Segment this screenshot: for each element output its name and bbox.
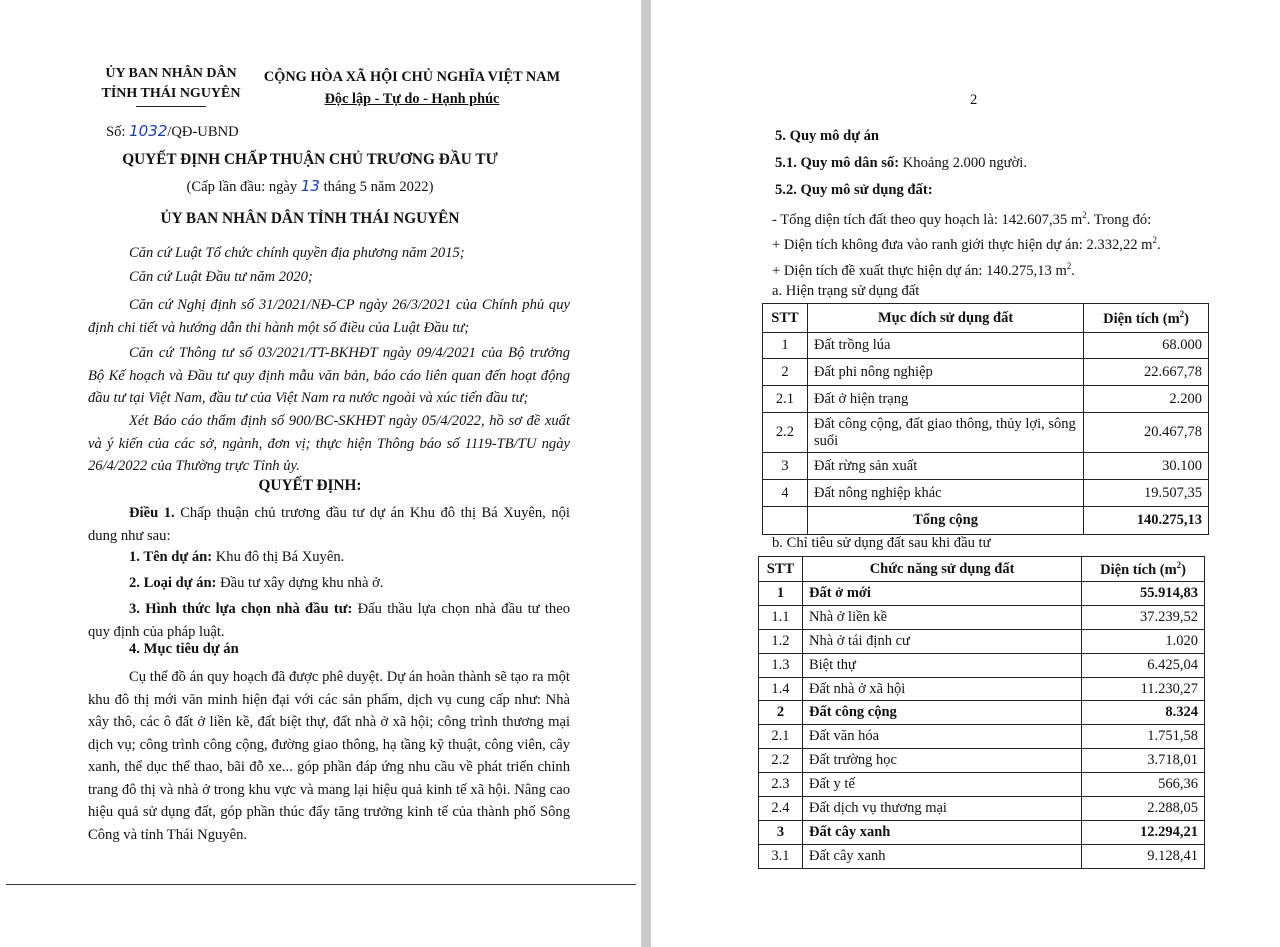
table-row (759, 797, 1205, 821)
row-area: 566,36 (1082, 773, 1205, 797)
document-title: QUYẾT ĐỊNH CHẤP THUẬN CHỦ TRƯƠNG ĐẦU TƯ (122, 151, 498, 168)
legal-basis-1: Căn cứ Luật Tổ chức chính quyền địa phương năm 2015; (129, 245, 465, 261)
row-stt: 2.3 (759, 773, 803, 797)
table-row (763, 413, 1209, 453)
issuing-authority: ỦY BAN NHÂN DÂN TỈNH THÁI NGUYÊN (160, 210, 460, 227)
row-function: Đất ở mới (802, 582, 1081, 606)
item-2-project-type: 2. Loại dự án: Đầu tư xây dựng khu nhà ở. (129, 575, 384, 591)
row-area: 68.000 (1084, 333, 1209, 359)
table-row (759, 820, 1205, 844)
row-function: Đất công cộng (802, 701, 1081, 725)
table-header-row (763, 304, 1209, 333)
page-bottom-rule (6, 884, 636, 885)
row-stt: 3 (759, 820, 803, 844)
row-area: 6.425,04 (1082, 653, 1205, 677)
row-stt: 2.2 (763, 413, 808, 453)
table-row (759, 582, 1205, 606)
table-row (759, 629, 1205, 653)
row-stt: 3.1 (759, 844, 803, 868)
row-stt: 2 (763, 359, 808, 386)
table-row (759, 725, 1205, 749)
table-row (763, 453, 1209, 480)
nation-line-2: Độc lập - Tự do - Hạnh phúc (324, 91, 500, 107)
header-area: Diện tích $(m^2)$ (1082, 557, 1205, 582)
row-area: 22.667,78 (1084, 359, 1209, 386)
row-area: 3.718,01 (1082, 749, 1205, 773)
legal-basis-2: Căn cứ Luật Đầu tư năm 2020; (129, 269, 313, 285)
legal-basis-3: Căn cứ Nghị định số 31/2021/NĐ-CP ngày 26/3/2021 của Chính phủ quy định chi tiết và hướng dẫn thi hành một số điều của Luật Đầu tư; (88, 297, 570, 336)
document-page-2 (651, 0, 1280, 947)
header-area: Diện tích $(m^2)$ (1084, 304, 1209, 333)
row-stt: 2 (759, 701, 803, 725)
row-area: 8.324 (1082, 701, 1205, 725)
row-stt: 2.4 (759, 797, 803, 821)
row-purpose: Đất rừng sản xuất (807, 453, 1083, 480)
row-purpose: Đất trồng lúa (807, 333, 1083, 359)
table-total-row (763, 507, 1209, 535)
table-row (759, 701, 1205, 725)
nation-line-1: CỘNG HÒA XÃ HỘI CHỦ NGHĨA VIỆT NAM (263, 69, 561, 85)
section-5-1: 5.1. Quy mô dân số: Khoảng 2.000 người. (775, 155, 1027, 171)
page-number: 2 (970, 92, 978, 108)
row-area: 19.507,35 (1084, 480, 1209, 507)
agency-line-2: TỈNH THÁI NGUYÊN (101, 86, 241, 101)
row-stt: 2.1 (759, 725, 803, 749)
row-stt: 1.2 (759, 629, 803, 653)
row-stt: 1.4 (759, 677, 803, 701)
item-4-heading: 4. Mục tiêu dự án (129, 641, 239, 657)
row-function: Đất y tế (802, 773, 1081, 797)
table-a-caption: a. Hiện trạng sử dụng đất (772, 283, 920, 299)
row-area: 1.751,58 (1082, 725, 1205, 749)
header-stt: STT (759, 557, 803, 582)
row-stt: 3 (763, 453, 808, 480)
document-number: Số: 1032/QĐ-UBND (106, 122, 239, 140)
row-area: 2.200 (1084, 386, 1209, 413)
table-row (763, 480, 1209, 507)
row-area: 55.914,83 (1082, 582, 1205, 606)
row-function: Đất dịch vụ thương mại (802, 797, 1081, 821)
row-purpose: Đất nông nghiệp khác (807, 480, 1083, 507)
row-stt: 1 (763, 333, 808, 359)
legal-basis-5: Xét Báo cáo thẩm định số 900/BC-SKHĐT ngày 05/4/2022, hồ sơ đề xuất và ý kiến của các sở, ngành, đơn vị; thực hiện Thông báo số 1119-TB/TU ngày 26/4/2022 của Thường trực Tỉnh ủy. (88, 413, 570, 474)
row-area: 9.128,41 (1082, 844, 1205, 868)
table-row (759, 677, 1205, 701)
row-stt: 1.1 (759, 605, 803, 629)
header-function: Chức năng sử dụng đất (802, 557, 1081, 582)
row-purpose: Đất phi nông nghiệp (807, 359, 1083, 386)
row-stt: 4 (763, 480, 808, 507)
row-function: Đất trường học (802, 749, 1081, 773)
row-area: 37.239,52 (1082, 605, 1205, 629)
table-row (763, 333, 1209, 359)
header-purpose: Mục đích sử dụng đất (807, 304, 1083, 333)
row-function: Đất cây xanh (802, 844, 1081, 868)
excluded-area-line: + Diện tích không đưa vào ranh giới thực hiện dự án: 2.332,22 $m^2$. (772, 235, 1161, 253)
planned-land-use-table (758, 556, 1205, 869)
row-function: Đất cây xanh (802, 820, 1081, 844)
handwritten-day: 13 (300, 177, 320, 195)
total-area-line: - Tổng diện tích đất theo quy hoạch là: 142.607,35 $m^2$. Trong đó: (772, 210, 1152, 228)
row-area: 12.294,21 (1082, 820, 1205, 844)
row-stt: 2.2 (759, 749, 803, 773)
table-header-row (759, 557, 1205, 582)
table-row (759, 653, 1205, 677)
item-1-project-name: 1. Tên dự án: Khu đô thị Bá Xuyên. (129, 549, 345, 565)
current-land-use-table (762, 303, 1209, 535)
table-b-caption: b. Chỉ tiêu sử dụng đất sau khi đầu tư (772, 535, 991, 551)
table-row (759, 605, 1205, 629)
agency-underline (136, 106, 206, 107)
table-row (759, 773, 1205, 797)
row-stt: 1 (759, 582, 803, 606)
row-area: 30.100 (1084, 453, 1209, 480)
table-row (759, 844, 1205, 868)
article-1: Điều 1. Chấp thuận chủ trương đầu tư dự án Khu đô thị Bá Xuyên, nội dung như sau: (88, 505, 570, 544)
item-4-objectives: Cụ thể đồ án quy hoạch đã được phê duyệt. Dự án hoàn thành sẽ tạo ra một khu đô thị mới văn minh hiện đại với các sản phẩm, dịch vụ cung cấp như: Nhà xây thô, các ô đất ở liền kề, đất biệt thự, đất nhà ở xã hội; công trình thương mại dịch vụ; công trình công cộng, đường giao thông, hạ tầng kỹ thuật, công viên, cây xanh, thể dục thể thao, bãi đỗ xe... góp phần đáp ứng nhu cầu về phát triển chỉnh trang đô thị và nhà ở trong khu vực và mang lại hiệu quả kinh tế xã hội. Nâng cao hiệu quả sử dụng đất, góp phần thúc đẩy tăng trưởng kinh tế của thành phố Sông Công và tỉnh Thái Nguyên. (88, 669, 570, 843)
row-stt: 2.1 (763, 386, 808, 413)
row-area: 2.288,05 (1082, 797, 1205, 821)
row-stt: 1.3 (759, 653, 803, 677)
issuing-agency (96, 64, 246, 107)
row-area: 1.020 (1082, 629, 1205, 653)
row-purpose: Đất ở hiện trạng (807, 386, 1083, 413)
row-function: Đất văn hóa (802, 725, 1081, 749)
handwritten-doc-number: 1032 (129, 122, 168, 140)
total-value: 140.275,13 (1084, 507, 1209, 535)
proposed-area-line: + Diện tích đề xuất thực hiện dự án: 140.275,13 $m^2$. (772, 261, 1075, 279)
row-function: Nhà ở liền kề (802, 605, 1081, 629)
table-row (763, 359, 1209, 386)
issue-date: (Cấp lần đầu: ngày 13 tháng 5 năm 2022) (186, 177, 434, 195)
row-purpose: Đất công cộng, đất giao thông, thủy lợi, sông suối (807, 413, 1083, 453)
section-5-heading: 5. Quy mô dự án (775, 128, 880, 144)
row-function: Biệt thự (802, 653, 1081, 677)
legal-basis-4: Căn cứ Thông tư số 03/2021/TT-BKHĐT ngày 09/4/2021 của Bộ trưởng Bộ Kế hoạch và Đầu tư quy định mẫu văn bản, báo cáo liên quan đến hoạt động đầu tư tại Việt Nam, đầu tư của Việt Nam ra nước ngoài và xúc tiến đầu tư; (88, 345, 570, 406)
table-row (763, 386, 1209, 413)
item-3-selection-method: 3. Hình thức lựa chọn nhà đầu tư: Đấu thầu lựa chọn nhà đầu tư theo quy định của pháp luật. (88, 601, 570, 640)
row-function: Nhà ở tái định cư (802, 629, 1081, 653)
row-area: 11.230,27 (1082, 677, 1205, 701)
table-row (759, 749, 1205, 773)
row-area: 20.467,78 (1084, 413, 1209, 453)
national-header (262, 66, 562, 110)
total-label: Tổng cộng (807, 507, 1083, 535)
section-5-2-heading: 5.2. Quy mô sử dụng đất: (775, 182, 933, 198)
header-stt: STT (763, 304, 808, 333)
agency-line-1: ỦY BAN NHÂN DÂN (105, 66, 237, 81)
decision-heading: QUYẾT ĐỊNH: (258, 477, 362, 494)
row-function: Đất nhà ở xã hội (802, 677, 1081, 701)
